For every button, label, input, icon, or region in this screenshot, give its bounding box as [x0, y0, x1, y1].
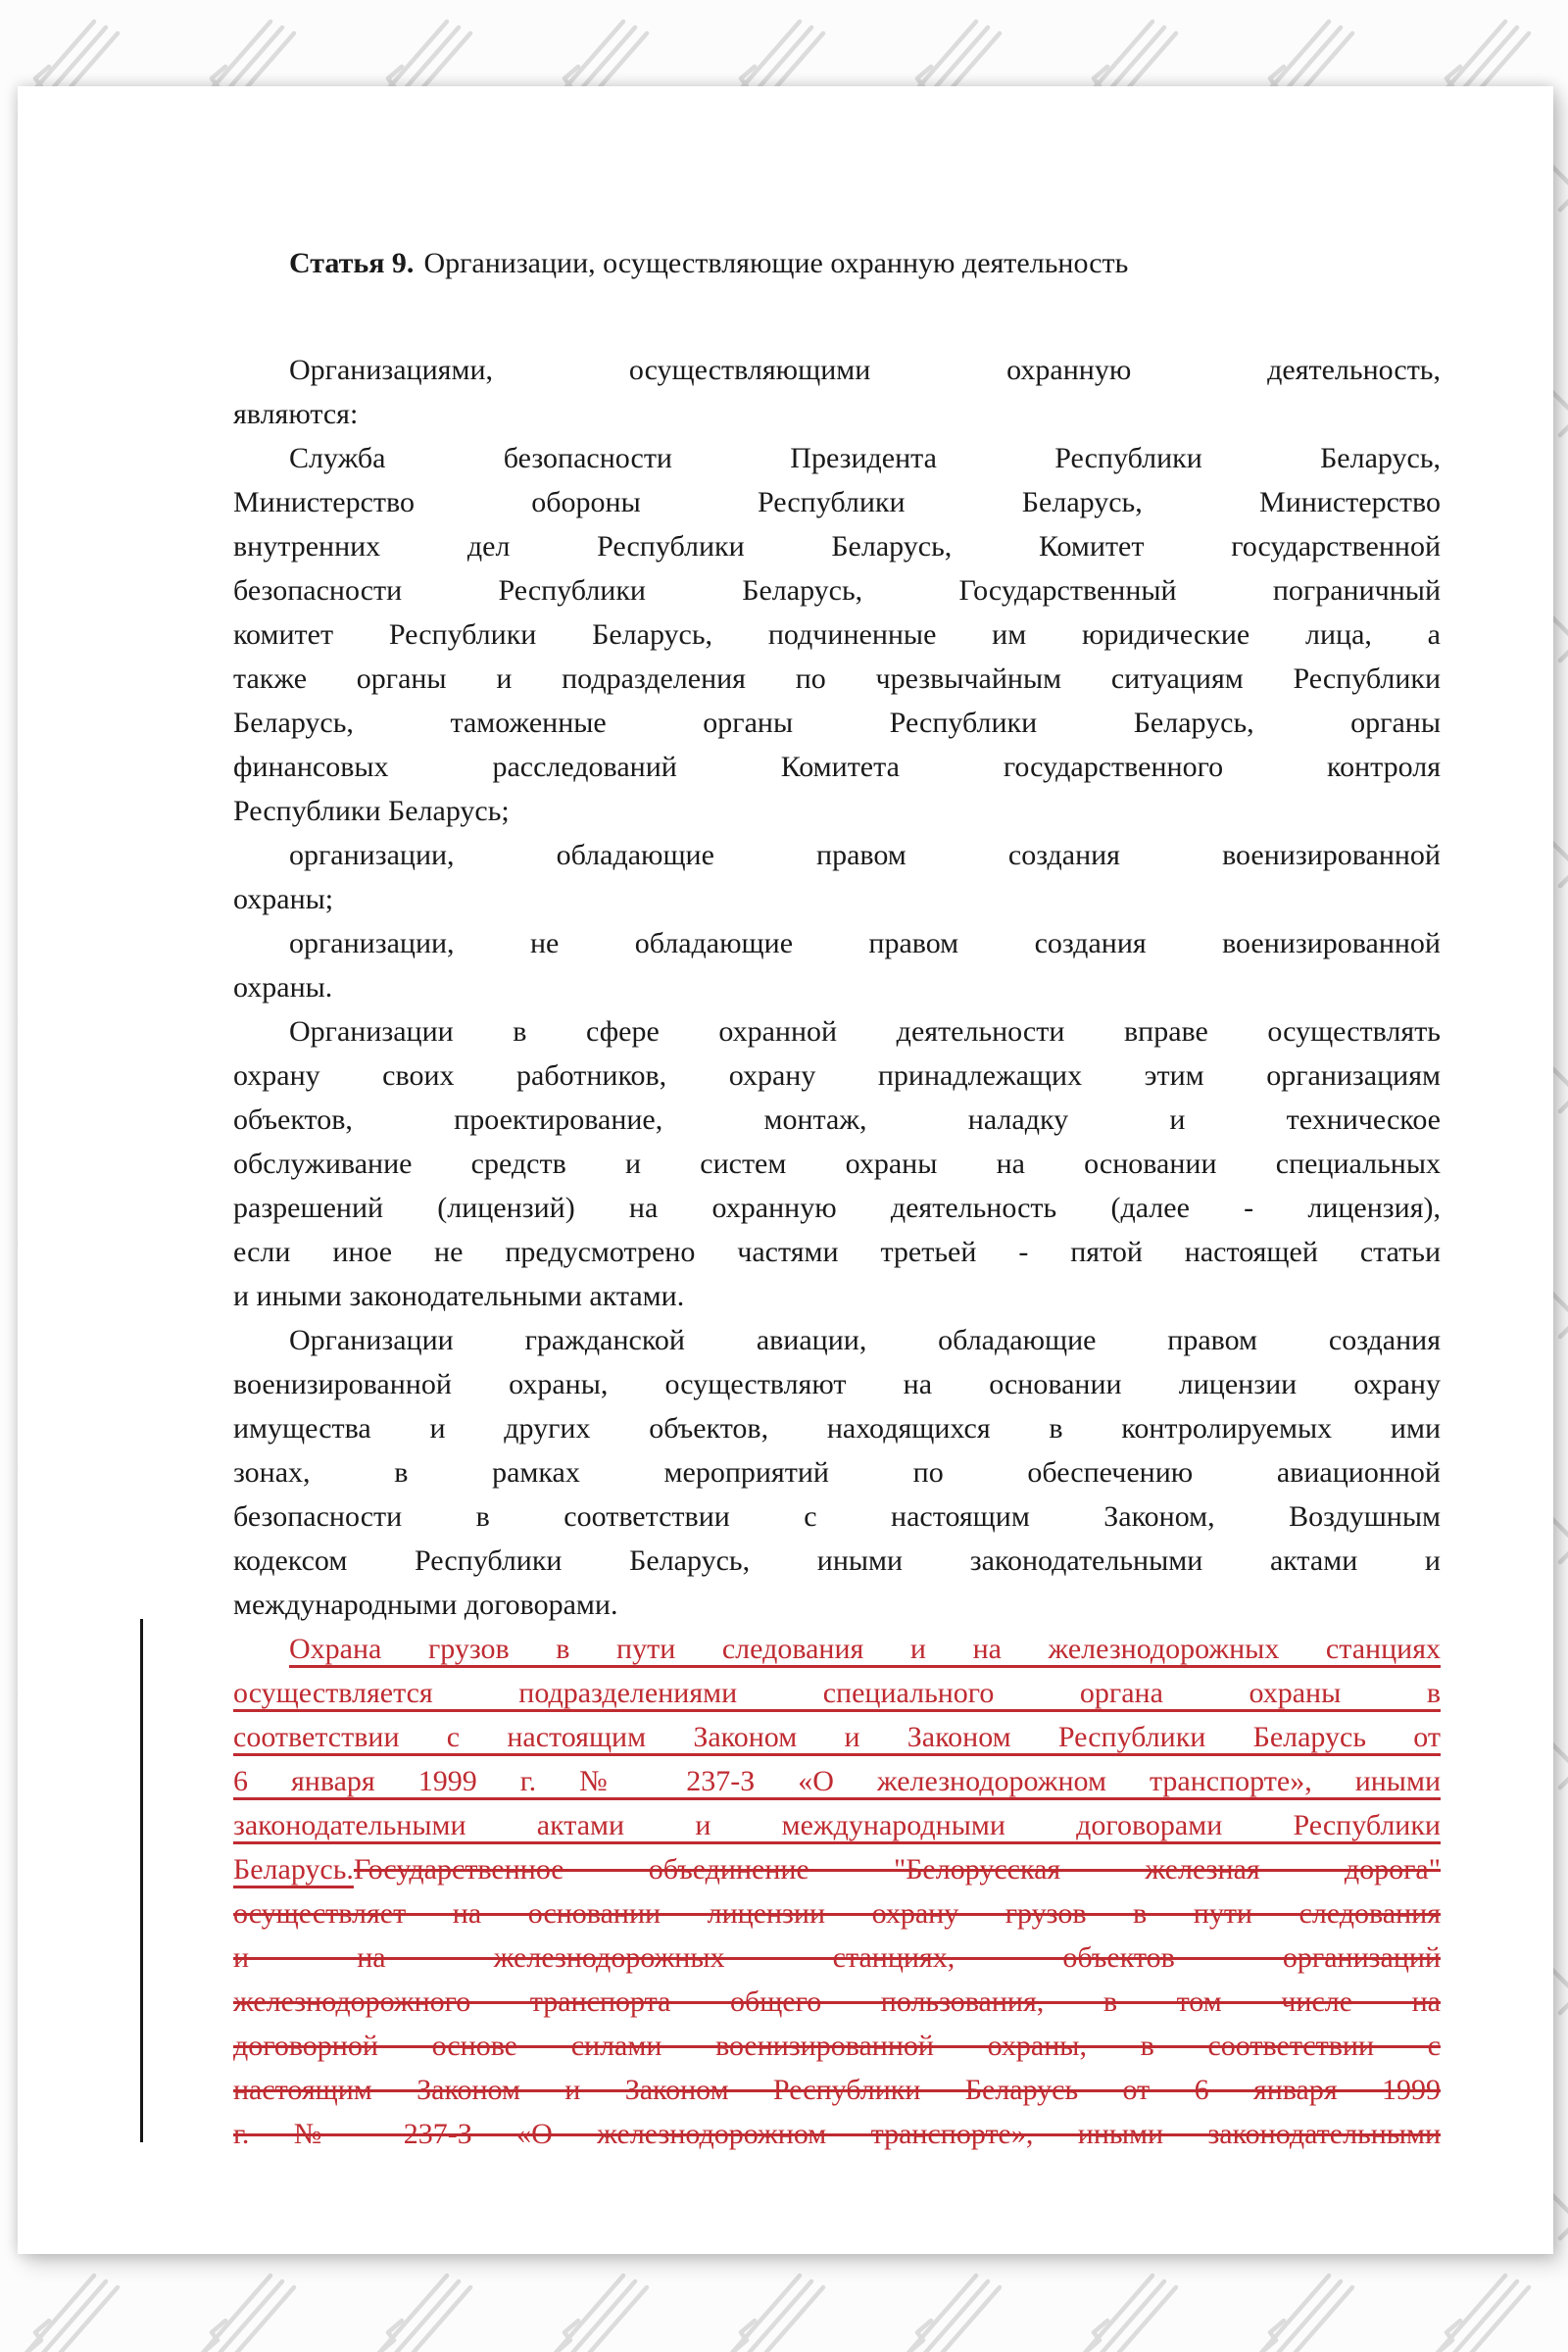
- text-line: [233, 1054, 1441, 1098]
- text-segment: объектов, проектирование, монтаж, наладку и техническое: [233, 1103, 1441, 1136]
- deleted-text: и на железнодорожных станциях, объектов организаций: [233, 1941, 1441, 1974]
- inserted-text: осуществляется подразделениями специального органа охраны в: [233, 1677, 1441, 1709]
- article-title: [233, 241, 1441, 285]
- text-segment: Служба безопасности Президента Республики Беларусь,: [289, 442, 1441, 474]
- deleted-text: железнодорожного транспорта общего пользования, в том числе на: [233, 1985, 1441, 2018]
- text-line: [233, 348, 1441, 392]
- text-segment: финансовых расследований Комитета государственного контроля: [233, 751, 1441, 783]
- text-segment: зонах, в рамках мероприятий по обеспечению авиационной: [233, 1456, 1441, 1489]
- text-segment: и иными законодательными актами.: [233, 1280, 685, 1312]
- text-line: [233, 612, 1441, 657]
- text-segment: охраны.: [233, 971, 333, 1004]
- revision-change-bar: [140, 1619, 143, 2142]
- text-segment: обслуживание средств и систем охраны на основании специальных: [233, 1148, 1441, 1180]
- deleted-text: осуществляет на основании лицензии охрану грузов в пути следования: [233, 1897, 1441, 1930]
- text-segment: безопасности Республики Беларусь, Государственный пограничный: [233, 574, 1441, 607]
- text-line: [233, 745, 1441, 789]
- text-line: [233, 1494, 1441, 1539]
- text-line: [233, 392, 1441, 436]
- paragraphs: [233, 348, 1441, 2150]
- text-segment: Организации гражданской авиации, обладающие правом создания: [289, 1324, 1441, 1356]
- text-line: [233, 1759, 1441, 1803]
- text-line: [233, 2024, 1441, 2068]
- text-line: [233, 1009, 1441, 1054]
- text-line: [233, 1891, 1441, 1936]
- text-line: [233, 1318, 1441, 1362]
- text-line: [233, 568, 1441, 612]
- text-line: [233, 2112, 1441, 2156]
- text-segment: Республики Беларусь;: [233, 795, 510, 827]
- text-segment: Беларусь, таможенные органы Республики Беларусь, органы: [233, 707, 1441, 739]
- text-segment: организации, не обладающие правом создания военизированной: [289, 927, 1441, 959]
- article-title-text: Организации, осуществляющие охранную деятельность: [423, 247, 1129, 279]
- text-line: [233, 833, 1441, 877]
- text-segment: являются:: [233, 398, 359, 430]
- inserted-text: Беларусь.: [233, 1853, 354, 1886]
- text-line: [233, 1980, 1441, 2024]
- text-line: [233, 965, 1441, 1009]
- text-line: [233, 1274, 1441, 1318]
- inserted-text: 6 января 1999 г. № 237-З «О железнодорожном транспорте», иными: [233, 1765, 1441, 1797]
- text-segment: Министерство обороны Республики Беларусь, Министерство: [233, 486, 1441, 518]
- text-line: [233, 701, 1441, 745]
- document-page: [18, 86, 1553, 2254]
- text-segment: кодексом Республики Беларусь, иными законодательными актами и: [233, 1544, 1441, 1577]
- inserted-text: соответствии с настоящим Законом и Законом Республики Беларусь от: [233, 1721, 1441, 1753]
- text-line: [233, 1098, 1441, 1142]
- deleted-text: настоящим Законом и Законом Республики Беларусь от 6 января 1999: [233, 2074, 1441, 2106]
- text-segment: охраны;: [233, 883, 334, 915]
- text-line: [233, 1186, 1441, 1230]
- text-segment: безопасности в соответствии с настоящим Законом, Воздушным: [233, 1500, 1441, 1533]
- deleted-text: г. № 237-З «О железнодорожном транспорте», иными законодательными: [233, 2118, 1441, 2150]
- text-segment: Организации в сфере охранной деятельности вправе осуществлять: [289, 1015, 1441, 1048]
- text-segment: международными договорами.: [233, 1589, 618, 1621]
- text-line: [233, 1539, 1441, 1583]
- text-segment: организации, обладающие правом создания военизированной: [289, 839, 1441, 871]
- text-line: [233, 1671, 1441, 1715]
- deleted-text: Государственное объединение "Белорусская железная дорога": [353, 1853, 1441, 1886]
- deleted-text: договорной основе силами военизированной охраны, в соответствии с: [233, 2030, 1441, 2062]
- text-segment: разрешений (лицензий) на охранную деятельность (далее - лицензия),: [233, 1192, 1441, 1224]
- text-segment: также органы и подразделения по чрезвычайным ситуациям Республики: [233, 662, 1441, 695]
- text-segment: охрану своих работников, охрану принадлежащих этим организациям: [233, 1059, 1441, 1092]
- text-segment: имущества и других объектов, находящихся в контролируемых ими: [233, 1412, 1441, 1445]
- text-line: [233, 2068, 1441, 2112]
- text-segment: комитет Республики Беларусь, подчиненные им юридические лица, а: [233, 618, 1441, 651]
- text-line: [233, 1847, 1441, 1891]
- text-line: [233, 1362, 1441, 1406]
- text-line: [233, 1936, 1441, 1980]
- text-line: [233, 877, 1441, 921]
- text-segment: внутренних дел Республики Беларусь, Комитет государственной: [233, 530, 1441, 563]
- text-segment: военизированной охраны, осуществляют на основании лицензии охрану: [233, 1368, 1441, 1400]
- text-line: [233, 480, 1441, 524]
- text-segment: Организациями, осуществляющими охранную деятельность,: [289, 354, 1441, 386]
- inserted-text: законодательными актами и международными договорами Республики: [233, 1809, 1441, 1841]
- text-line: [233, 657, 1441, 701]
- text-line: [233, 1627, 1441, 1671]
- text-segment: если иное не предусмотрено частями третьей - пятой настоящей статьи: [233, 1236, 1441, 1268]
- text-line: [233, 1450, 1441, 1494]
- text-line: [233, 921, 1441, 965]
- text-line: [233, 1583, 1441, 1627]
- inserted-text: Охрана грузов в пути следования и на железнодорожных станциях: [289, 1633, 1441, 1665]
- text-line: [233, 1715, 1441, 1759]
- article-title-number: Статья 9.: [289, 247, 415, 279]
- text-line: [233, 1230, 1441, 1274]
- text-line: [233, 1142, 1441, 1186]
- text-line: [233, 524, 1441, 568]
- text-line: [233, 436, 1441, 480]
- text-line: [233, 789, 1441, 833]
- text-line: [233, 1803, 1441, 1847]
- text-line: [233, 1406, 1441, 1450]
